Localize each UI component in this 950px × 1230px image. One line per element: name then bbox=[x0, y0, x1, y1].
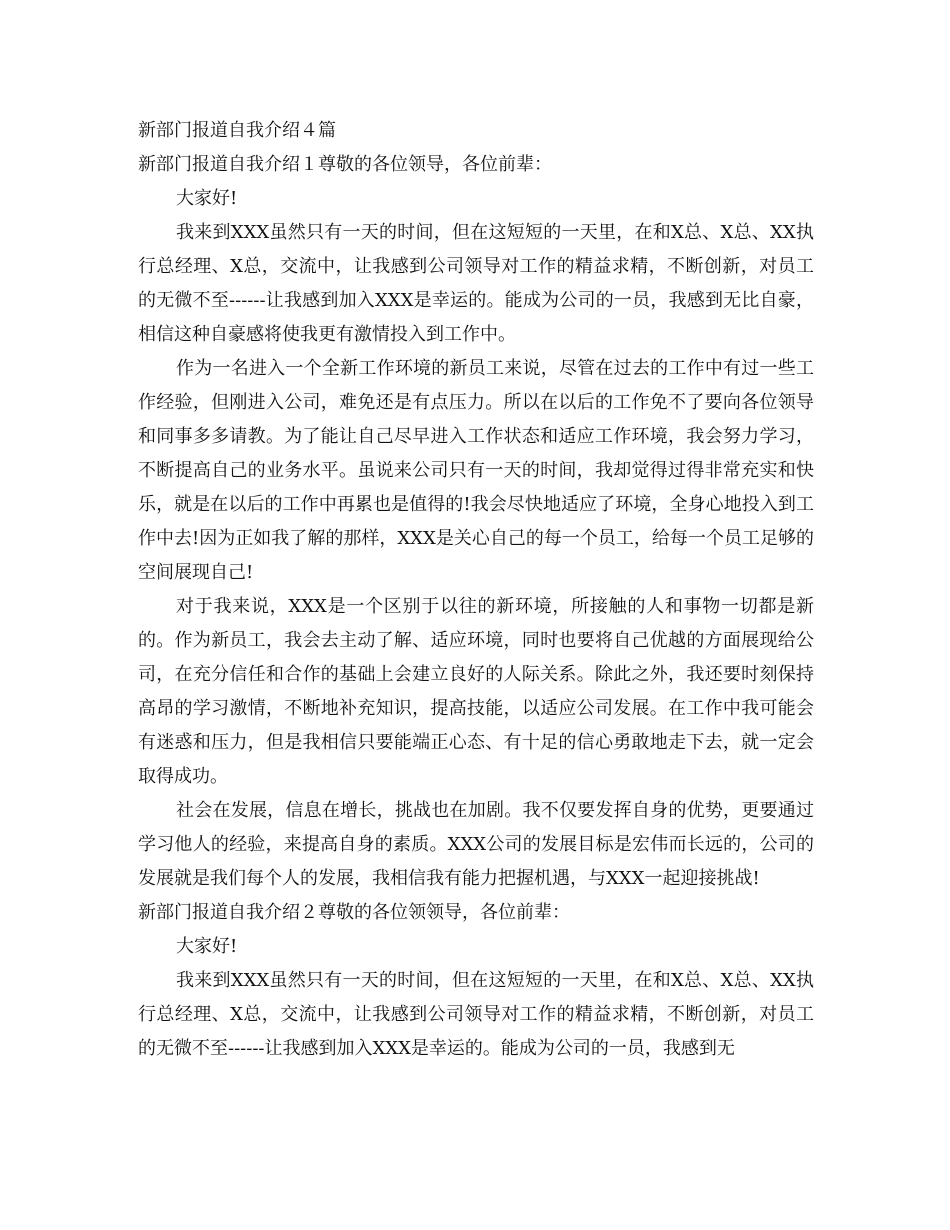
section-heading: 新部门报道自我介绍１尊敬的各位领导，各位前辈： bbox=[138, 154, 552, 175]
section-heading: 新部门报道自我介绍２尊敬的各位领领导，各位前辈： bbox=[138, 902, 570, 923]
document-title: 新部门报道自我介绍４篇 bbox=[138, 120, 336, 141]
document-page bbox=[138, 114, 814, 1066]
paragraph: 我来到XXX虽然只有一天的时间，但在这短短的一天里，在和X总、X总、XX执行总经理、X总，交流中，让我感到公司领导对工作的精益求精，不断创新，对员工的无微不至------让我感到加入XXX是幸运的。能成为公司的一员，我感到无 bbox=[138, 970, 814, 1059]
paragraph: 社会在发展，信息在增长，挑战也在加剧。我不仅要发挥自身的优势，更要通过学习他人的经验，来提高自身的素质。XXX公司的发展目标是宏伟而长远的，公司的发展就是我们每个人的发展，我相信我有能力把握机遇，与XXX一起迎接挑战! bbox=[138, 800, 814, 889]
paragraph: 对于我来说，XXX是一个区别于以往的新环境，所接触的人和事物一切都是新的。作为新员工，我会去主动了解、适应环境，同时也要将自己优越的方面展现给公司，在充分信任和合作的基础上会建立良好的人际关系。除此之外，我还要时刻保持高昂的学习激情，不断地补充知识，提高技能，以适应公司发展。在工作中我可能会有迷惑和压力，但是我相信只要能端正心态、有十足的信心勇敢地走下去，就一定会取得成功。 bbox=[138, 596, 814, 787]
section-1 bbox=[138, 148, 814, 896]
greeting: 大家好! bbox=[176, 936, 238, 957]
section-2 bbox=[138, 896, 814, 1066]
greeting: 大家好! bbox=[176, 188, 238, 209]
paragraph: 我来到XXX虽然只有一天的时间，但在这短短的一天里，在和X总、X总、XX执行总经理、X总，交流中，让我感到公司领导对工作的精益求精，不断创新，对员工的无微不至------让我感到加入XXX是幸运的。能成为公司的一员，我感到无比自豪，相信这种自豪感将使我更有激情投入到工作中。 bbox=[138, 222, 814, 345]
paragraph: 作为一名进入一个全新工作环境的新员工来说，尽管在过去的工作中有过一些工作经验，但刚进入公司，难免还是有点压力。所以在以后的工作免不了要向各位领导和同事多多请教。为了能让自己尽早进入工作状态和适应工作环境，我会努力学习，不断提高自己的业务水平。虽说来公司只有一天的时间，我却觉得过得非常充实和快乐，就是在以后的工作中再累也是值得的!我会尽快地适应了环境，全身心地投入到工作中去!因为正如我了解的那样，XXX是关心自己的每一个员工，给每一个员工足够的空间展现自己! bbox=[138, 358, 814, 583]
